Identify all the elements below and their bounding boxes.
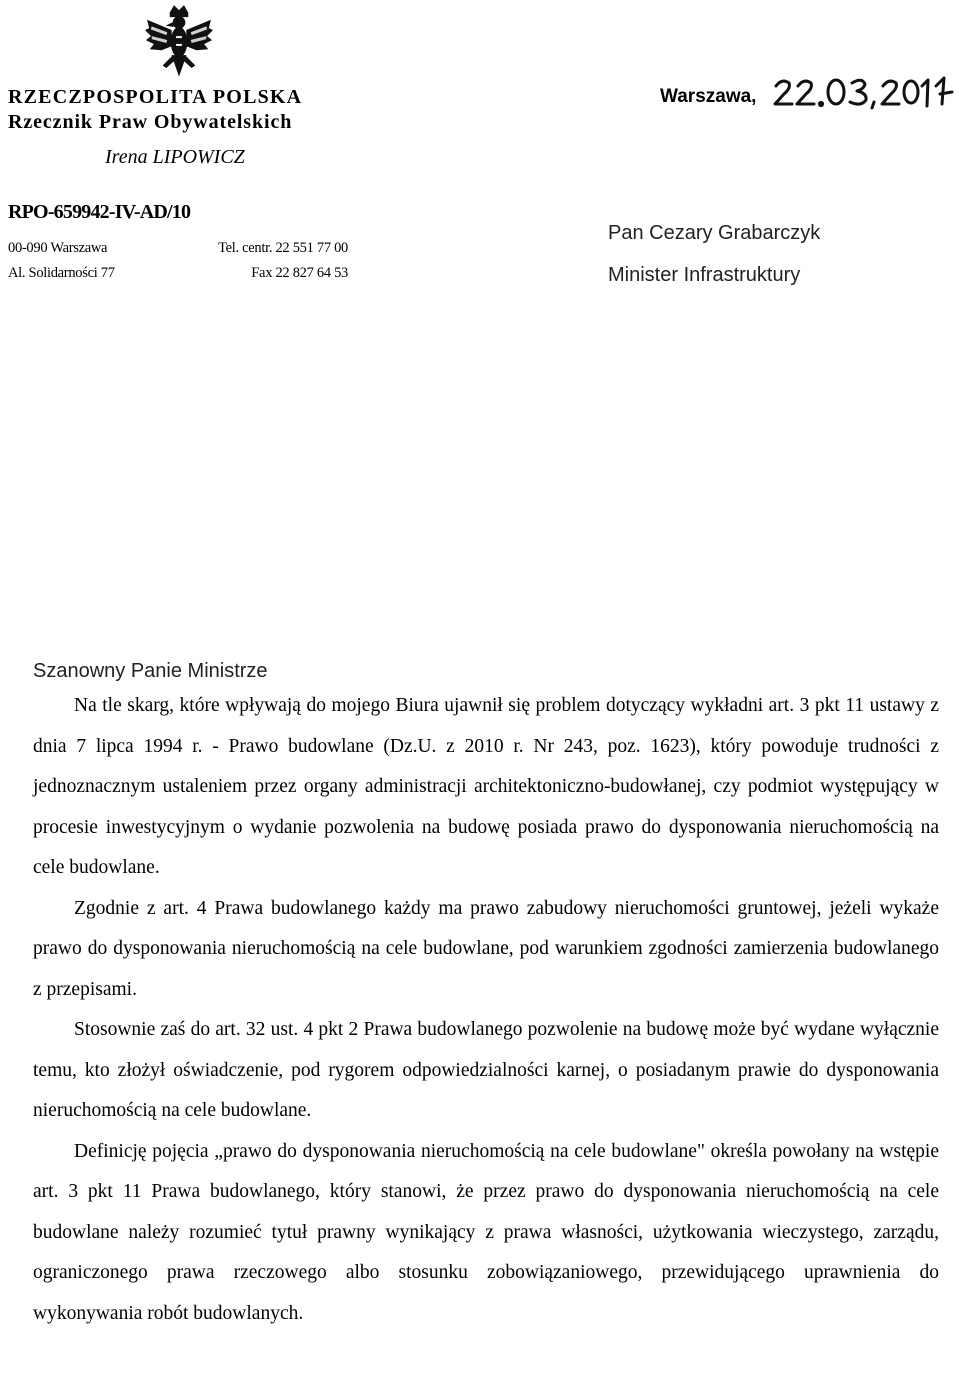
letter-place: Warszawa, (660, 86, 757, 107)
address-street: Al. Solidarności 77 (8, 265, 115, 281)
handwritten-date (770, 74, 960, 114)
recipient-name: Pan Cezary Grabarczyk (608, 222, 821, 244)
letter-body (33, 686, 939, 1334)
paragraph: Stosownie zaś do art. 32 ust. 4 pkt 2 Prawa budowlanego pozwolenie na budowę może być wydane wyłącznie temu, kto złożył oświadczenie, pod rygorem odpowiedzialności karnej, o posiadanym prawie do dysponowania nieruchomością na cele budowlane. (33, 1019, 939, 1121)
institution-country: RZECZPOSPOLITA POLSKA (8, 86, 303, 108)
ombudsman-name: Irena LIPOWICZ (105, 146, 245, 168)
fax-number: Fax 22 827 64 53 (251, 265, 348, 281)
case-reference: RPO-659942-IV-AD/10 (8, 201, 191, 223)
phone-number: Tel. centr. 22 551 77 00 (218, 240, 348, 256)
recipient-title: Minister Infrastruktury (608, 264, 801, 286)
paragraph: Na tle skarg, które wpływają do mojego Biura ujawnił się problem dotyczący wykładni art. 3 pkt 11 ustawy z dnia 7 lipca 1994 r. - Prawo budowlane (Dz.U. z 2010 r. Nr 243, poz. 1623), który powoduje trudności z jednoznacznym ustaleniem przez organy administracji architektoniczno-budowłanej, czy podmiot występujący w procesie inwestycyjnym o wydanie pozwolenia na budowę posiada prawo do dysponowania nieruchomością na cele budowlane. (33, 695, 939, 878)
address-postal: 00-090 Warszawa (8, 240, 108, 256)
letter-greeting: Szanowny Panie Ministrze (33, 660, 268, 682)
polish-eagle-emblem-icon (140, 3, 218, 81)
paragraph: Zgodnie z art. 4 Prawa budowlanego każdy ma prawo zabudowy nieruchomości gruntowej, jeżeli wykaże prawo do dysponowania nieruchomością na cele budowlane, pod warunkiem zgodności zamierzenia budowlanego z przepisami. (33, 897, 939, 1000)
paragraph: Definicję pojęcia „prawo do dysponowania nieruchomością na cele budowlane" określa powołany na wstępie art. 3 pkt 11 Prawa budowlanego, który stanowi, że przez prawo do dysponowania nieruchomością na cele budowlane należy rozumieć tytuł prawny wynikający z prawa własności, użytkowania wieczystego, zarządu, ograniczonego prawa rzeczowego albo stosunku zobowiązaniowego, przewidującego uprawnienia do wykonywania robót budowlanych. (33, 1140, 939, 1324)
institution-name: Rzecznik Praw Obywatelskich (8, 111, 293, 133)
